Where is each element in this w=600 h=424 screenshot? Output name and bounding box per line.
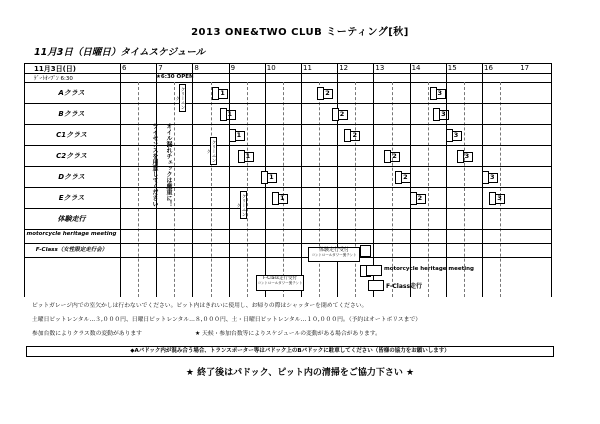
- row-label: Dクラス: [58, 172, 85, 181]
- row-label: Aクラス: [58, 88, 85, 97]
- session-box: [244, 152, 254, 162]
- row-label: 体験走行: [57, 214, 86, 223]
- session-group-number: 1: [236, 131, 242, 139]
- session-box: [452, 131, 462, 141]
- session-group-number: 3: [453, 131, 459, 139]
- hour-label: 15: [447, 64, 457, 72]
- taiken-box-label: 体験走行受付: [318, 247, 349, 253]
- row-divider: [24, 124, 552, 125]
- hour-label: 17: [520, 64, 530, 72]
- heritage-slot: [366, 265, 382, 276]
- session-box: [350, 131, 360, 141]
- session-box: [218, 89, 228, 99]
- row-divider: [24, 208, 552, 209]
- cleaning-a: クリーニング: [179, 84, 186, 112]
- session-group-number: 1: [269, 173, 274, 181]
- hour-gridline: [229, 63, 230, 297]
- paddock-banner: ◆Aパドック内が混み合う場合、トランスポーター等はパドック上のBパドックに駐車してください（皆様の協力をお願いします）: [26, 346, 554, 357]
- session-box: [323, 89, 333, 99]
- hour-gridline: [446, 63, 447, 297]
- row-divider: [24, 187, 552, 188]
- session-box: [439, 110, 449, 120]
- half-hour-gridline: [355, 82, 356, 297]
- row-label: C1クラス: [56, 130, 87, 139]
- row-divider: [24, 145, 552, 146]
- half-hour-gridline: [428, 82, 429, 297]
- row-divider: [24, 229, 552, 230]
- session-box: [463, 152, 473, 162]
- page-title: 2013 ONE&TWO CLUB ミーティング[秋]: [191, 27, 409, 38]
- fclass-run-label: F-Class走行: [386, 283, 423, 290]
- hour-label: 11: [303, 64, 312, 72]
- cleaning-c1: クリーニング: [210, 137, 217, 165]
- footer-note: ★ 終了後はパドック、ピット内の清掃をご協力下さい ★: [185, 368, 415, 378]
- hour-label: 9: [230, 64, 236, 72]
- fclass-box-label: F-Class走行受付: [262, 276, 298, 281]
- license-note: [148, 103, 158, 227]
- hour-gridline: [120, 63, 121, 297]
- row-divider: [24, 243, 552, 244]
- session-box: [226, 110, 236, 120]
- half-hour-gridline: [211, 82, 212, 297]
- row-label: Eクラス: [58, 193, 85, 202]
- session-group-number: 1: [227, 110, 233, 118]
- session-group-number: 1: [280, 194, 285, 202]
- session-group-number: 2: [325, 89, 330, 97]
- hour-label: 8: [194, 64, 199, 72]
- half-hour-gridline: [319, 82, 320, 297]
- note-class-change: 参加台数によりクラス数の変動があります: [32, 331, 142, 337]
- session-group-number: 2: [403, 173, 408, 181]
- session-box: [235, 131, 245, 141]
- session-group-number: 1: [245, 152, 251, 160]
- half-hour-gridline: [174, 82, 175, 297]
- session-box: [267, 173, 277, 183]
- taiken-box-sub: コントロールタワー裏テント: [311, 253, 357, 257]
- hour-label: 14: [411, 64, 421, 72]
- hour-label: 13: [375, 64, 385, 72]
- session-box: [338, 110, 348, 120]
- gate-label: ｹﾞｰﾄｵｰﾌﾟﾝ 6:30: [34, 76, 73, 82]
- hour-label: 12: [339, 64, 349, 72]
- session-group-number: 2: [352, 131, 357, 139]
- hour-gridline: [301, 63, 302, 297]
- row-label: F-Class（女性限定走行会）: [35, 247, 108, 253]
- heritage-label: motorcycle heritage meeting: [384, 266, 474, 272]
- hour-label: 7: [158, 64, 163, 72]
- note-pit-rental: 土曜日ピットレンタル…３,０００円、日曜日ピットレンタル…８,０００円、土・日曜日ピットレンタル…１０,０００円。（予約はオートボリスまで）: [32, 317, 422, 323]
- session-box: [401, 173, 411, 183]
- session-group-number: 2: [392, 152, 397, 160]
- session-group-number: 3: [441, 110, 446, 118]
- taiken-slot-1: [360, 245, 371, 257]
- row-divider: [24, 257, 552, 258]
- half-hour-gridline: [283, 82, 284, 297]
- session-group-number: 3: [497, 194, 502, 202]
- session-group-number: 2: [339, 110, 345, 118]
- half-hour-gridline: [464, 82, 465, 297]
- session-group-number: 3: [437, 89, 443, 97]
- half-hour-gridline: [392, 82, 393, 297]
- session-box: [488, 173, 498, 183]
- hour-gridline: [373, 63, 374, 297]
- cleaning-d: クリーニング: [240, 191, 247, 219]
- half-hour-gridline: [247, 82, 248, 297]
- license-note-text: ライセンスを用意してください: [151, 123, 158, 207]
- fclass-run-slot: [368, 280, 384, 291]
- row-divider: [24, 166, 552, 167]
- session-box: [495, 194, 505, 204]
- open-label: ★6:30 OPEN: [156, 74, 194, 80]
- half-hour-gridline: [500, 82, 501, 297]
- grid-right-border: [551, 63, 552, 297]
- date-label: 11月3日(日): [34, 65, 77, 73]
- fclass-box: [256, 275, 304, 291]
- session-box: [278, 194, 288, 204]
- row-label: Bクラス: [58, 109, 85, 118]
- session-group-number: 3: [490, 173, 495, 181]
- session-box: [436, 89, 446, 99]
- row-divider: [24, 103, 552, 104]
- note-weather: ★ 天候・参加台数等によりスケジュールの変動がある場合があります。: [195, 331, 381, 337]
- row-label: motorcycle heritage meeting: [26, 231, 117, 237]
- schedule-grid: [24, 63, 552, 297]
- hour-label: 16: [484, 64, 493, 72]
- fclass-box-sub: コントロールタワー裏テント: [257, 281, 303, 285]
- session-box: [416, 194, 426, 204]
- hour-label: 10: [266, 64, 276, 72]
- session-group-number: 1: [220, 89, 225, 97]
- taiken-box: [308, 247, 360, 262]
- note-pit-garage: ピットガレージ内での室欠かしは行わないでください。ピット内はきれいに使用し、お帰りの際はシャッターを閉めてください。: [32, 303, 368, 309]
- session-box: [390, 152, 400, 162]
- oil-check-note-text: オイル漏れチェックは厳重に！: [165, 123, 172, 207]
- session-group-number: 3: [464, 152, 470, 160]
- row-label: C2クラス: [56, 151, 87, 160]
- oil-check-note: [162, 103, 172, 227]
- session-group-number: 2: [417, 194, 423, 202]
- hour-gridline: [192, 63, 193, 297]
- half-hour-gridline: [138, 82, 139, 297]
- page-subtitle: 11月3日（日曜日）タイムスケジュール: [34, 47, 206, 58]
- hour-label: 6: [122, 64, 127, 72]
